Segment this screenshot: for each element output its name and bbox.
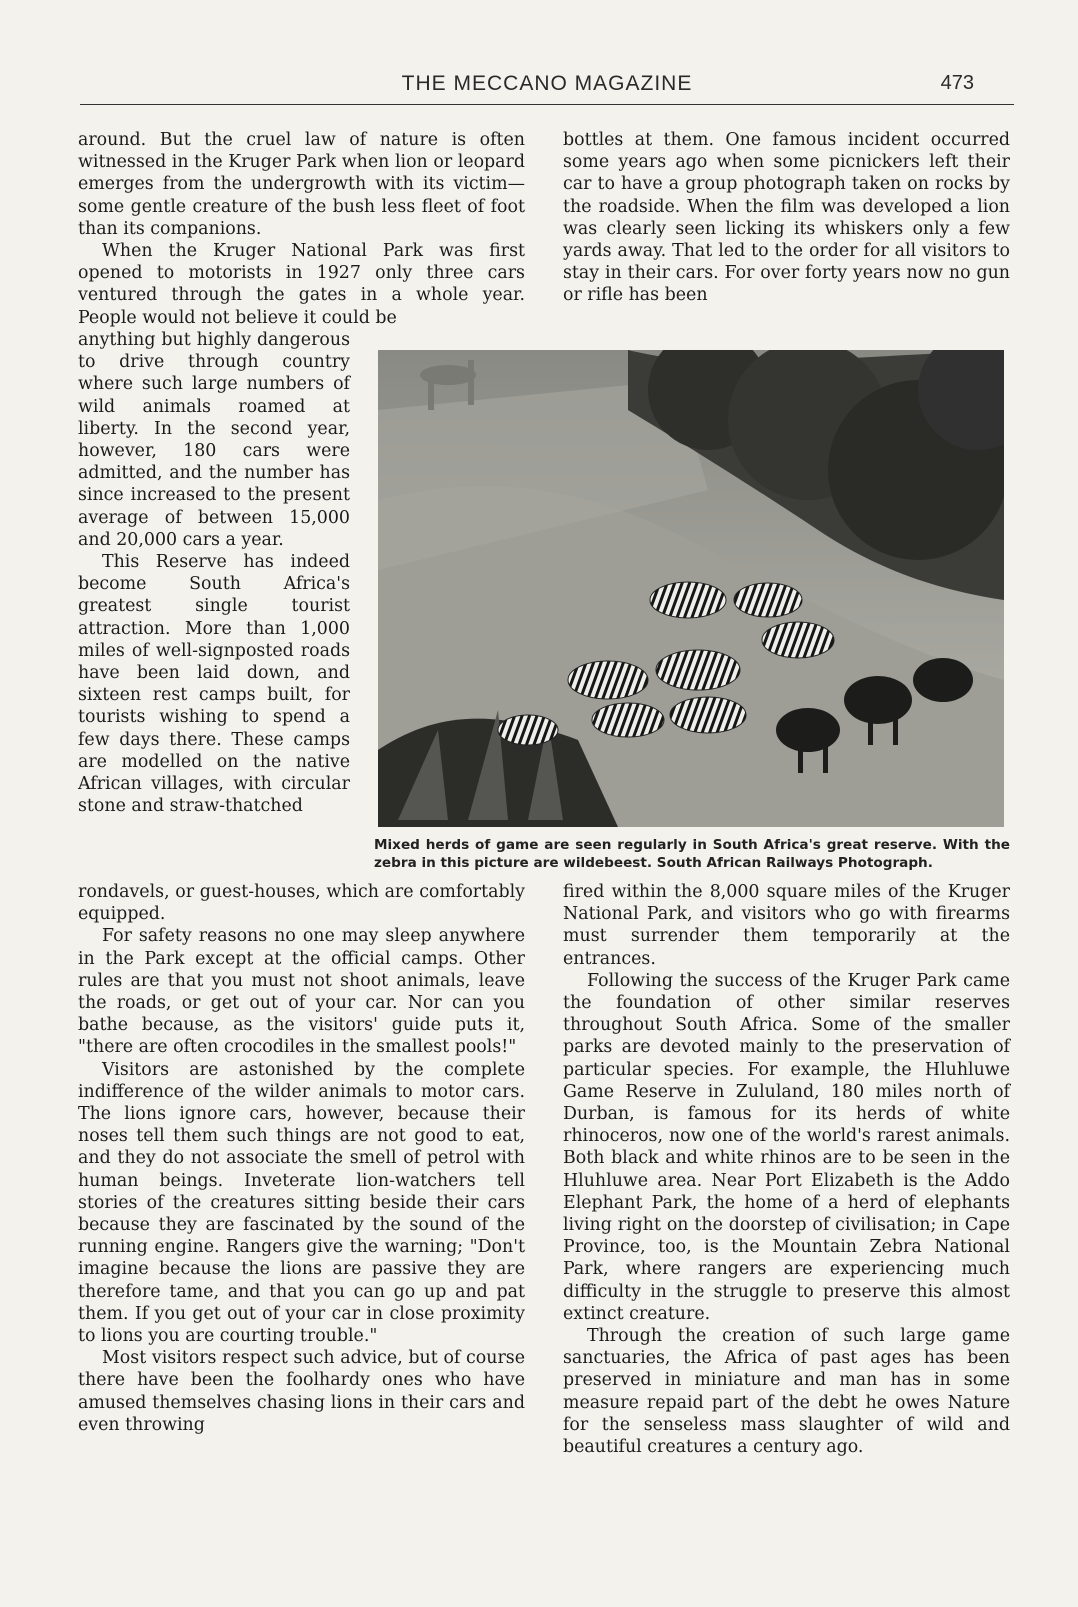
paragraph: around. But the cruel law of nature is often witnessed in the Kruger Park when lion or leopard emerges from the undergrowth with its victim—some gentle creature of the bush less fleet of foot than its companions. <box>78 130 525 239</box>
paragraph: bottles at them. One famous incident occurred some years ago when some picnickers left their car to have a group photograph taken on rocks by the roadside. When the film was developed a lion was clearly seen licking its whiskers only a few yards away. That led to the order for all visitors to stay in their cars. For over forty years now no gun or rifle has been <box>563 130 1010 306</box>
column-1-bottom <box>78 881 525 1436</box>
page-number: 473 <box>940 72 974 94</box>
paragraph: Following the success of the Kruger Park came the foundation of other similar reserves throughout South Africa. Some of the smaller parks are devoted mainly to the preservation of particular species. For example, the Hluhluwe Game Reserve in Zululand, 180 miles north of Durban, is famous for its herds of white rhinoceros, now one of the world's rarest animals. Both black and white rhinos are to be seen in the Hluhluwe area. Near Port Elizabeth is the Addo Elephant Park, the home of a herd of elephants living right on the doorstep of civilisation; in Cape Province, too, is the Mountain Zebra National Park, where rangers are experiencing much difficulty in the struggle to preserve this almost extinct creature. <box>563 970 1010 1324</box>
paragraph: Most visitors respect such advice, but of course there have been the foolhardy ones who have amused themselves chasing lions in their cars and even throwing <box>78 1348 525 1435</box>
column-1-top <box>78 129 525 329</box>
paragraph: fired within the 8,000 square miles of the Kruger National Park, and visitors who go with firearms must surrender them temporarily at the entrances. <box>563 882 1010 969</box>
column-2-top <box>563 129 1010 307</box>
paragraph: When the Kruger National Park was first opened to motorists in 1927 only three cars ventured through the gates in a whole year. People would not believe it could be <box>78 241 525 328</box>
column-1-narrow <box>78 329 350 817</box>
paragraph: For safety reasons no one may sleep anywhere in the Park except at the official camps. Other rules are that you must not shoot animals, leave the roads, or get out of your car. Nor can you bathe because, as the visitors' guide puts it, "there are often crocodiles in the smallest pools!" <box>78 926 525 1058</box>
column-2-bottom <box>563 881 1010 1458</box>
magazine-title: THE MECCANO MAGAZINE <box>401 72 693 95</box>
paragraph: Through the creation of such large game sanctuaries, the Africa of past ages has been preserved in miniature and man has in some measure repaid part of the debt he owes Nature for the senseless mass slaughter of wild and beautiful creatures a century ago. <box>563 1326 1010 1458</box>
running-header <box>80 72 1014 102</box>
photo-illustration <box>378 350 1004 827</box>
paragraph: rondavels, or guest-houses, which are comfortably equipped. <box>78 882 525 925</box>
paragraph: Visitors are astonished by the complete indifference of the wilder animals to motor cars. The lions ignore cars, however, because their noses tell them such things are not good to eat, and they do not associate the smell of petrol with human beings. Inveterate lion-watchers tell stories of the creatures sitting beside their cars because they are fascinated by the sound of the running engine. Rangers give the warning; "Don't imagine because the lions are passive they are therefore tame, and that you can go up and pat them. If you get out of your car in close proximity to lions you are courting trouble." <box>78 1059 525 1347</box>
header-rule <box>80 104 1014 105</box>
paragraph: This Reserve has indeed become South Africa's greatest single tourist attraction. More than 1,000 miles of well-signposted roads have been laid down, and sixteen rest camps built, for tourists wishing to spend a few days there. These camps are modelled on the native African villages, with circular stone and straw-thatched <box>78 552 350 817</box>
zebra-wildebeest-photo <box>378 350 1004 827</box>
photo-caption: Mixed herds of game are seen regularly in South Africa's great reserve. With the zebra in this picture are wildebeest. South African Railways Photograph. <box>374 837 1010 871</box>
paragraph: anything but highly dangerous to drive through country where such large numbers of wild animals roamed at liberty. In the second year, however, 180 cars were admitted, and the number has since increased to the present average of between 15,000 and 20,000 cars a year. <box>78 330 350 550</box>
